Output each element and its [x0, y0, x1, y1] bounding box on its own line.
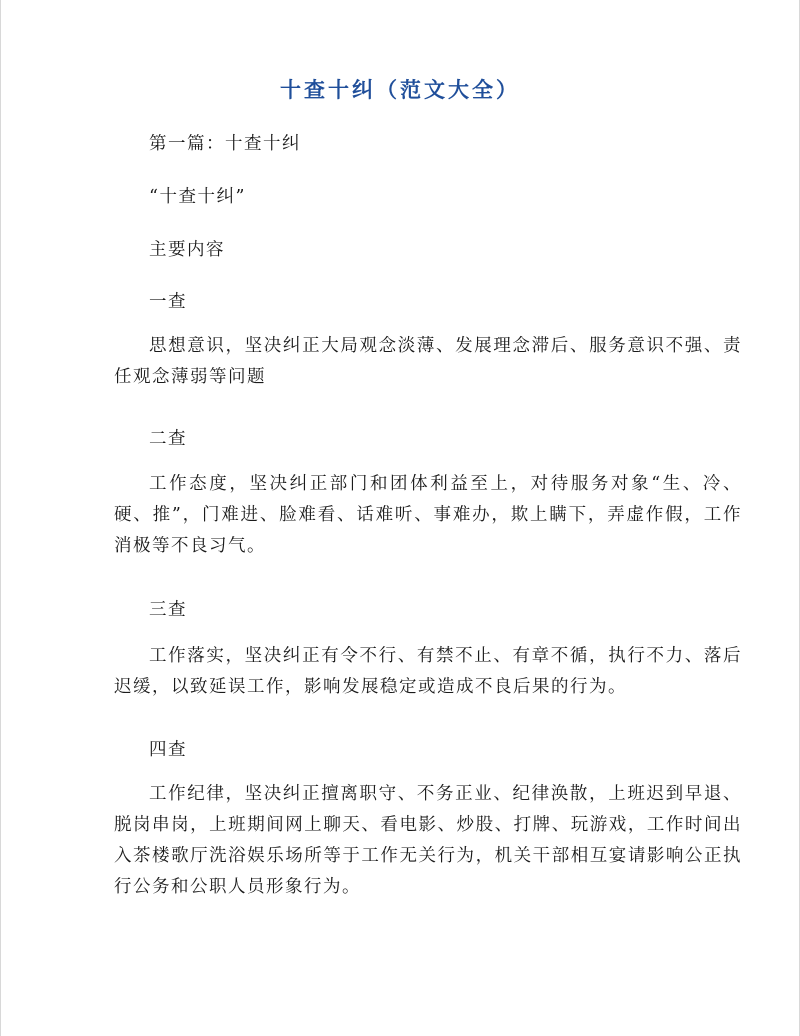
section-heading: 第一篇：十查十纠 — [149, 134, 301, 154]
item-heading-4: 四查 — [149, 740, 187, 760]
item-text-4: 工作纪律，坚决纠正擅离职守、不务正业、纪律涣散，上班迟到早退、脱岗串岗，上班期间网上聊天、看电影、炒股、打牌、玩游戏，工作时间出入茶楼歌厅洗浴娱乐场所等于工作无关行为，机关干部相互宴请影响公正执行公务和公职人员形象行为。 — [114, 784, 742, 897]
quote-title: “十查十纠” — [149, 187, 246, 207]
item-text-2: 工作态度，坚决纠正部门和团体利益至上，对待服务对象“生、冷、硬、推”，门难进、脸难看、话难听、事难办，欺上瞒下，弄虚作假，工作消极等不良习气。 — [114, 474, 742, 556]
item-heading-1: 一查 — [149, 292, 187, 312]
main-content-label: 主要内容 — [149, 240, 225, 260]
item-heading-2: 二查 — [149, 429, 187, 449]
document-title: 十查十纠（范文大全） — [280, 77, 520, 102]
item-text-3: 工作落实，坚决纠正有令不行、有禁不止、有章不循，执行不力、落后迟缓，以致延误工作，影响发展稳定或造成不良后果的行为。 — [114, 646, 742, 697]
item-text-1: 思想意识，坚决纠正大局观念淡薄、发展理念滞后、服务意识不强、责任观念薄弱等问题 — [114, 336, 742, 387]
item-heading-3: 三查 — [149, 600, 187, 620]
page-edge-left — [0, 0, 1, 1036]
